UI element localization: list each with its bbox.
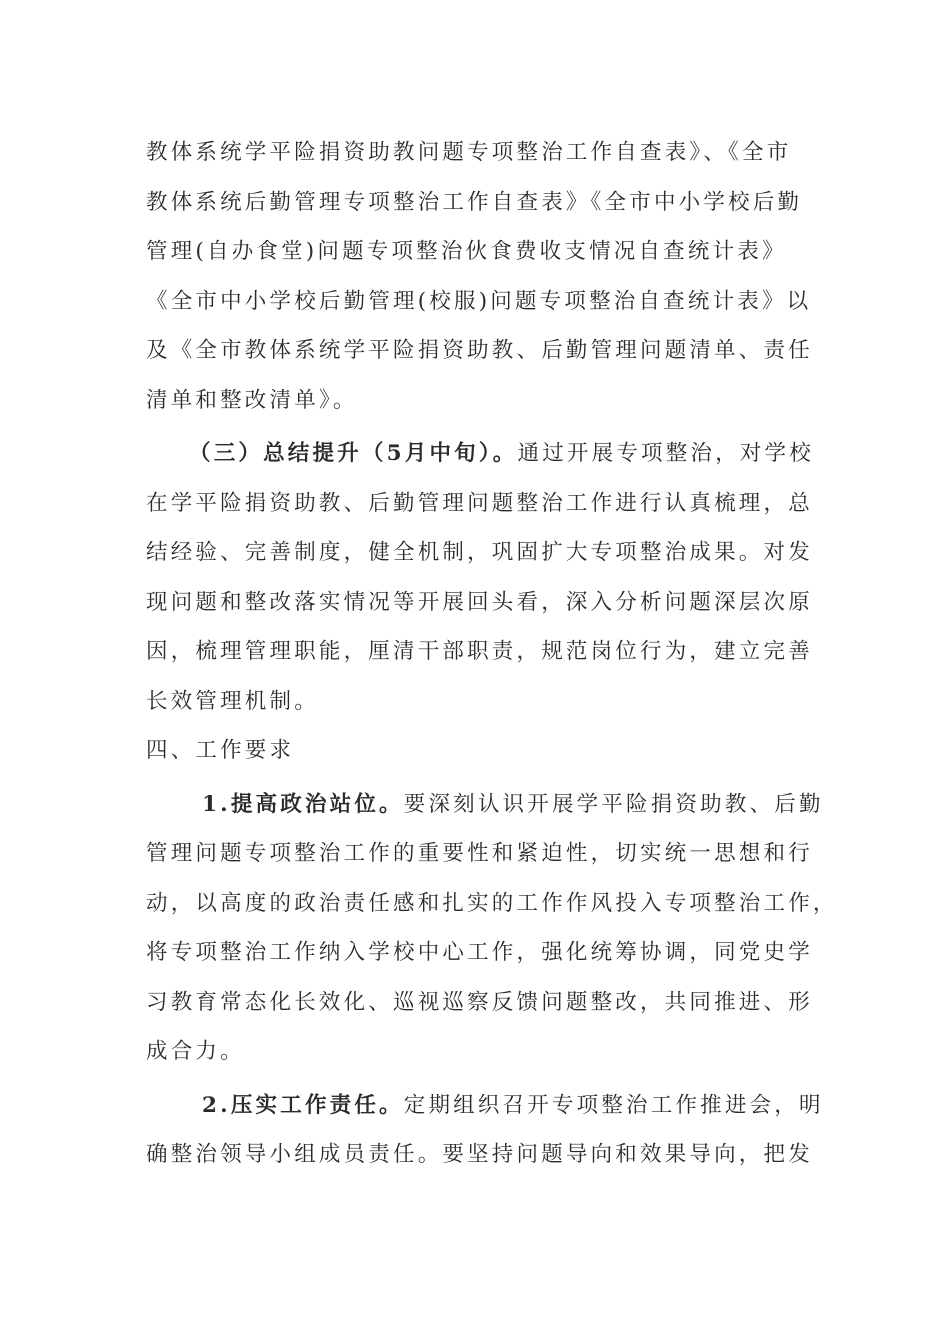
text-line: 成合力。 (146, 1039, 245, 1064)
text-line: 教体系统学平险捐资助教问题专项整治工作自查表》、《全市 (146, 140, 792, 165)
text-line: 习教育常态化长效化、巡视巡察反馈问题整改，共同推进、形 (146, 989, 813, 1015)
text-line: 管理问题专项整治工作的重要性和紧迫性，切实统一思想和行 (146, 841, 813, 866)
text-line: 长效管理机制。 (146, 688, 319, 714)
text-span: 通过开展专项整治，对学校 (517, 441, 814, 466)
text-line: 结经验、完善制度，健全机制，巩固扩大专项整治成果。对发 (146, 540, 813, 565)
paragraph-summary (146, 429, 814, 726)
text-span: 要深刻认识开展学平险捐资助教、后勤 (403, 791, 824, 817)
text-line: 及《全市教体系统学平险捐资助教、后勤管理问题清单、责任 (146, 338, 813, 363)
paragraph-heading: 2.压实工作责任。 (202, 1092, 404, 1118)
paragraph-heading: （三）总结提升（5月中旬）。 (189, 441, 518, 466)
paragraph-requirement-2 (146, 1081, 824, 1180)
text-line: 因，梳理管理职能，厘清干部职责，规范岗位行为，建立完善 (146, 639, 813, 664)
text-line: 管理(自办食堂)问题专项整治伙食费收支情况自查统计表》 (146, 239, 787, 264)
text-line (146, 1081, 824, 1131)
section-heading: 四、工作要求 (146, 738, 295, 763)
text-line: 将专项整治工作纳入学校中心工作，强化统筹协调，同党史学 (146, 940, 813, 965)
text-line: 清单和整改清单》。 (146, 387, 358, 413)
text-span: 定期组织召开专项整治工作推进会，明 (403, 1092, 824, 1118)
paragraph-heading: 1.提高政治站位。 (202, 791, 404, 817)
paragraph-checklist-continued (146, 128, 813, 425)
text-line (146, 429, 814, 479)
text-line (146, 780, 824, 830)
text-line: 现问题和整改落实情况等开展回头看，深入分析问题深层次原 (146, 589, 813, 615)
document-body (146, 128, 838, 1180)
text-line: 动，以高度的政治责任感和扎实的工作作风投入专项整治工作， (146, 890, 838, 916)
paragraph-requirement-1 (146, 780, 838, 1077)
text-line: 在学平险捐资助教、后勤管理问题整治工作进行认真梳理，总 (146, 490, 813, 516)
text-line: 教体系统后勤管理专项整治工作自查表》《全市中小学校后勤 (146, 189, 803, 215)
text-line: 确整治领导小组成员责任。要坚持问题导向和效果导向，把发 (146, 1142, 813, 1167)
text-line: 《全市中小学校后勤管理(校服)问题专项整治自查统计表》以 (146, 288, 812, 314)
